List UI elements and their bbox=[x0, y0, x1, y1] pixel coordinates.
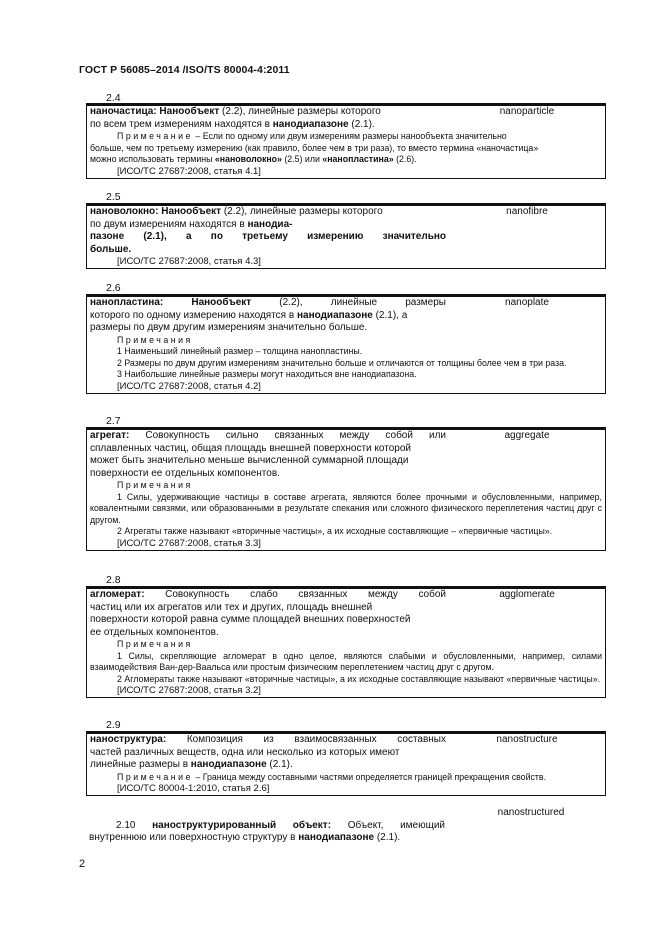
entry-number-2-5: 2.5 bbox=[106, 191, 121, 203]
document-header: ГОСТ Р 56085–2014 /ISO/TS 80004-4:2011 bbox=[79, 64, 290, 76]
note: Примечания 1 Силы, удерживающие частицы в составе агрегата, являются более прочными и обусловленными, например, ковалентными связями, или образованными в результате спекания или сложного физического переплетения частиц друг с другом. 2 Агрегаты также называют «вторичные частицы», а их исходные составляющие – «первичные частицы». bbox=[90, 480, 602, 536]
note: Примечания 1 Наименьший линейный размер – толщина нанопластины. 2 Размеры по двум другим измерениям значительно больше и отличаются от толщины более чем в три раза. 3 Наибольшие линейные размеры могут находиться вне нанодиапазона. bbox=[117, 334, 567, 379]
definition: наноструктура: Композиция из взаимосвязанных составных частей различных веществ, одна или несколько из которых имеют линейные размеры в нанодиапазоне (2.1). bbox=[90, 734, 446, 770]
term-box-nanostructure bbox=[86, 731, 606, 796]
term-box-nanoplate bbox=[86, 294, 606, 394]
english-term: nanofibre bbox=[506, 206, 548, 217]
note: Примечание – Граница между составными частями определяется границей прекращения свойств. bbox=[117, 771, 547, 782]
term-box-agglomerate bbox=[86, 586, 606, 698]
term-box-nanofibre bbox=[86, 203, 606, 269]
term-box-nanoparticle bbox=[86, 103, 606, 179]
source-reference: [ИСО/ТС 27687:2008, статья 4.1] bbox=[117, 165, 261, 177]
entry-number-2-9: 2.9 bbox=[106, 719, 121, 731]
entry-number-2-7: 2.7 bbox=[106, 415, 121, 427]
definition: агломерат: Совокупность слабо связанных между собой частиц или их агрегатов или тех и других, площадь внешней поверхности которой равна сумме площадей внешних поверхностей ее отдельных компонентов. bbox=[90, 589, 446, 638]
english-term: nanoparticle bbox=[499, 106, 555, 117]
source-reference: [ИСО/ТС 27687:2008, статья 3.3] bbox=[117, 537, 261, 549]
english-term: nanostructure bbox=[496, 734, 558, 745]
definition: наночастица: Нанообъект (2.2), линейные размеры которого по всем трем измерениям находятся в нанодиапазоне (2.1). bbox=[90, 106, 381, 130]
note: Примечание – Если по одному или двум измерениям размеры нанообъекта значительно больше, чем по третьему измерению (как правило, более чем в три раза), то вместо термина «наночастица» можно использовать термины «нановолокно» (2.5) или «нанопластина» (2.6). bbox=[90, 131, 539, 164]
english-term: nanostructured bbox=[497, 807, 565, 818]
english-term: aggregate bbox=[504, 430, 550, 441]
entry-2-10 bbox=[86, 807, 606, 845]
entry-number-2-6: 2.6 bbox=[106, 282, 121, 294]
term-box-aggregate bbox=[86, 427, 606, 551]
definition: нанопластина: Нанообъект (2.2), линейные размеры которого по одному измерению находятся в нанодиапазоне (2.1), а размеры по двум другим измерениям значительно больше. bbox=[90, 297, 446, 333]
source-reference: [ИСО/ТС 27687:2008, статья 3.2] bbox=[117, 685, 261, 696]
source-reference: [ИСО/ТС 27687:2008, статья 4.3] bbox=[117, 256, 261, 267]
source-reference: [ИСО/ТС 80004-1:2010, статья 2.6] bbox=[117, 783, 270, 794]
note: Примечания 1 Силы, скрепляющие агломерат в одно целое, являются слабыми и обусловленными, например, силами взаимодействия Ван-дер-Ваальса или простым физическим переплетением частиц друг с другом. 2 Агломераты также называют «вторичные частицы», а их исходные составляющие называют «первичные частицы». bbox=[90, 639, 602, 684]
source-reference: [ИСО/ТС 27687:2008, статья 4.2] bbox=[117, 380, 261, 392]
english-term: agglomerate bbox=[499, 589, 555, 600]
definition: 2.10 наноструктурированный объект: Объект, имеющий внутреннюю или поверхностную структуру в нанодиапазоне (2.1). bbox=[89, 819, 446, 843]
entry-number-2-8: 2.8 bbox=[106, 574, 121, 586]
page-number: 2 bbox=[79, 858, 86, 870]
definition: агрегат: Совокупность сильно связанных между собой или сплавленных частиц, общая площадь внешней поверхности которой может быть значительно меньше вычисленной суммарной площади поверхности ее отдельных компонентов. bbox=[90, 430, 446, 479]
definition: нановолокно: Нанообъект (2.2), линейные размеры которого по двум измерениям находятся в нанодиа- пазоне (2.1), а по третьему измерению значительно больше. bbox=[90, 206, 446, 255]
english-term: nanoplate bbox=[505, 297, 549, 308]
entry-number-2-4: 2.4 bbox=[106, 92, 121, 104]
